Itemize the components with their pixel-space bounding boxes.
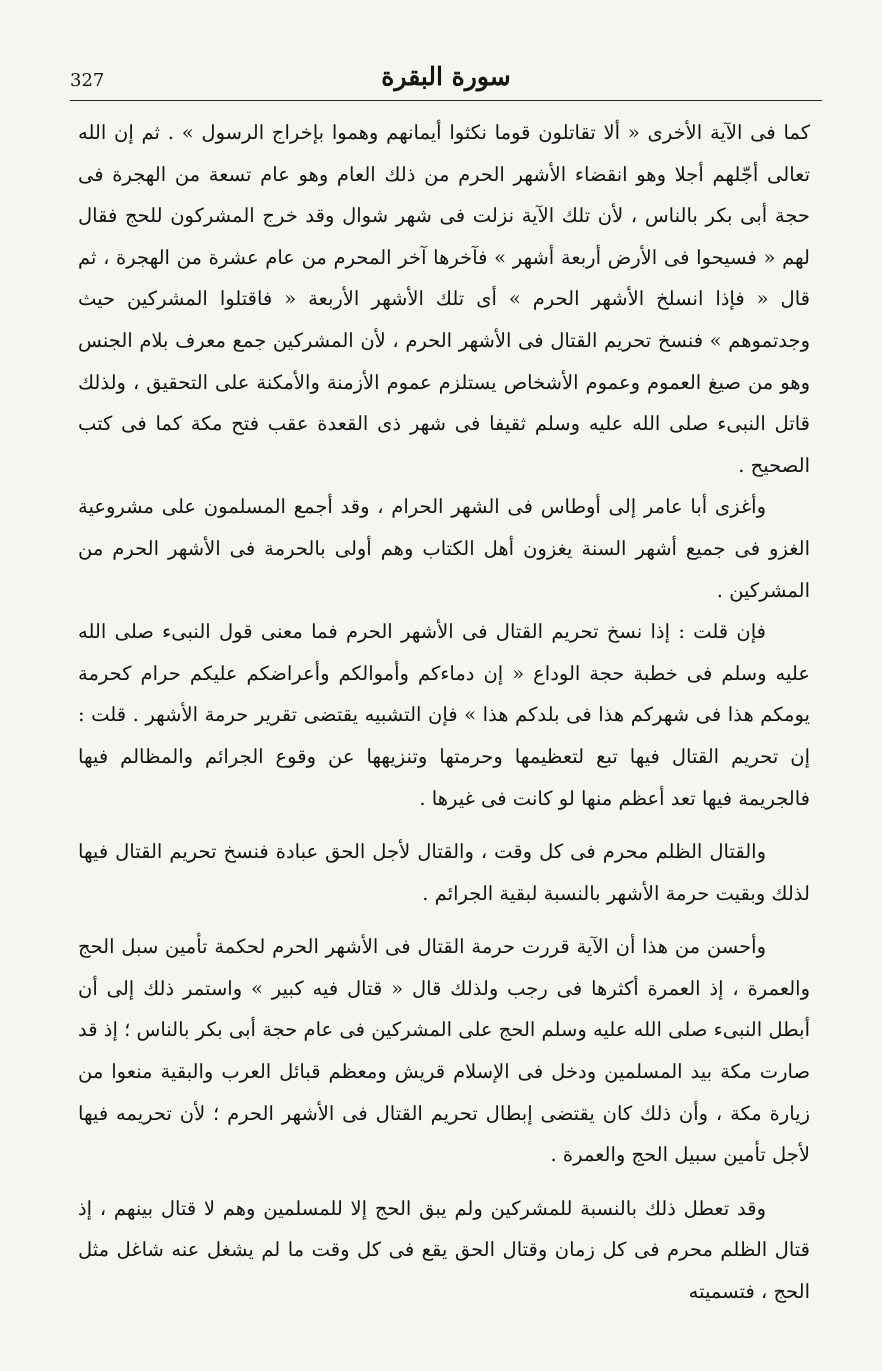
page-header bbox=[70, 60, 822, 100]
paragraph: وأحسن من هذا أن الآية قررت حرمة القتال فى الأشهر الحرم لحكمة تأمين سبل الحج والعمرة ، إذ العمرة أكثرها فى رجب ولذلك قال « قتال فيه كبير » واستمر ذلك إلى أن أبطل النبىء صلى الله عليه وسلم الحج على المشركين فى عام حجة أبى بكر بالناس ؛ إذ قد صارت مكة بيد المسلمين ودخل فى الإسلام قريش ومعظم قبائل العرب والبقية منعوا من زيارة مكة ، وأن ذلك كان يقتضى إبطال تحريم القتال فى الأشهر الحرم ؛ لأن تحريمه فيها لأجل تأمين سبيل الحج والعمرة . bbox=[78, 935, 810, 1167]
page-number: 327 bbox=[70, 70, 105, 91]
paragraph: وقد تعطل ذلك بالنسبة للمشركين ولم يبق الحج إلا للمسلمين وهم لا قتال بينهم ، إذ قتال الظلم محرم فى كل زمان وقتال الحق يقع فى كل وقت ما لم يشغل عنه شاغل مثل الحج ، فتسميته bbox=[78, 1196, 810, 1304]
paragraph: فإن قلت : إذا نسخ تحريم القتال فى الأشهر الحرم فما معنى قول النبىء صلى الله عليه وسلم فى خطبة حجة الوداع « إن دماءكم وأموالكم وأعراضكم عليكم حرام كحرمة يومكم هذا فى شهركم هذا فى بلدكم هذا » فإن التشبيه يقتضى تقرير حرمة الأشهر . قلت : إن تحريم القتال فيها تبع لتعظيمها وحرمتها وتنزيهها عن وقوع الجرائم والمظالم فيها فالجريمة فيها تعد أعظم منها لو كانت فى غيرها . bbox=[78, 620, 810, 810]
body-text bbox=[78, 112, 810, 1313]
paragraph: والقتال الظلم محرم فى كل وقت ، والقتال لأجل الحق عبادة فنسخ تحريم القتال فيها لذلك وبقيت حرمة الأشهر بالنسبة لبقية الجرائم . bbox=[78, 840, 810, 905]
header-rule bbox=[70, 100, 822, 101]
paragraph: كما فى الآية الأخرى « ألا تقاتلون قوما نكثوا أيمانهم وهموا بإخراج الرسول » . ثم إن الله تعالى أجّلهم أجلا وهو انقضاء الأشهر الحرم من ذلك العام وهو عام تسعة من الهجرة فى حجة أبى بكر بالناس ، لأن تلك الآية نزلت فى شهر شوال وقد خرج المشركون للحج فقال لهم « فسيحوا فى الأرض أربعة أشهر » فآخرها آخر المحرم من عام عشرة من الهجرة ، ثم قال « فإذا انسلخ الأشهر الحرم » أى تلك الأشهر الأربعة « فاقتلوا المشركين حيث وجدتموهم » فنسخ تحريم القتال فى الأشهر الحرم ، لأن المشركين جمع معرف بلام الجنس وهو من صيغ العموم وعموم الأشخاص يستلزم عموم الأزمنة والأمكنة على التحقيق ، ولذلك قاتل النبىء صلى الله عليه وسلم ثقيفا فى شهر ذى القعدة عقب فتح مكة كما فى كتب الصحيح . bbox=[78, 121, 810, 477]
running-title: سورة البقرة bbox=[381, 62, 511, 91]
paragraph: وأغزى أبا عامر إلى أوطاس فى الشهر الحرام ، وقد أجمع المسلمون على مشروعية الغزو فى جميع أشهر السنة يغزون أهل الكتاب وهم أولى بالحرمة فى الأشهر الحرم من المشركين . bbox=[78, 495, 810, 602]
